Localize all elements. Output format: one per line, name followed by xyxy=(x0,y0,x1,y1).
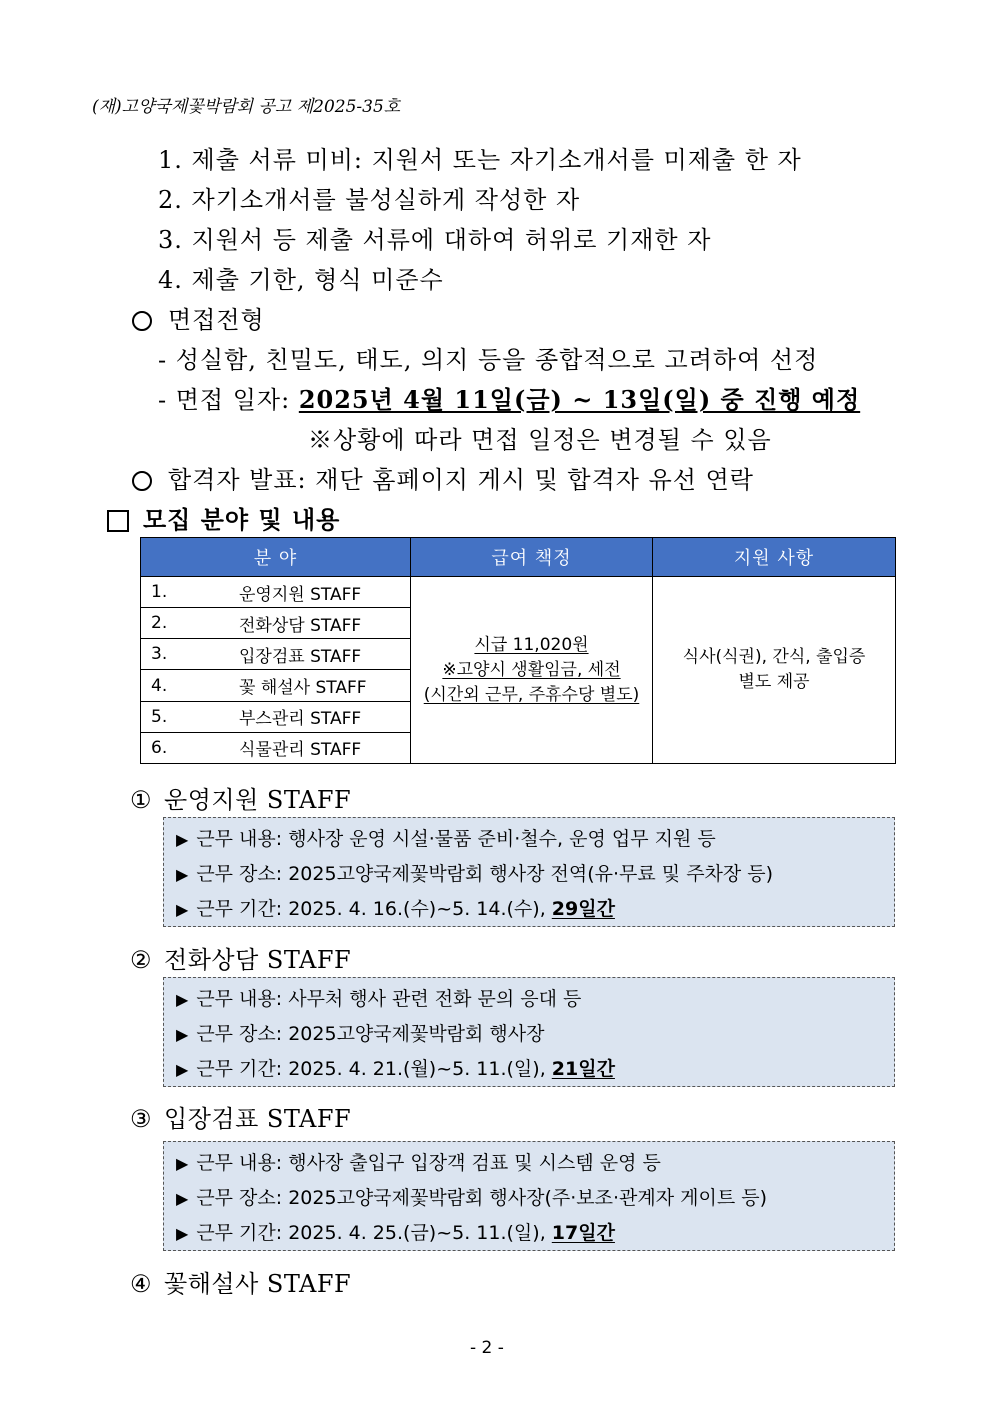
pay-cell xyxy=(411,577,653,764)
section-1-duty xyxy=(176,822,894,857)
support-line-2: 별도 제공 xyxy=(738,672,810,692)
section-4-heading xyxy=(130,1264,351,1299)
triangle-bullet-icon: ▶ xyxy=(176,1060,189,1079)
table-row xyxy=(141,577,896,608)
section-4-number: ④ xyxy=(130,1270,153,1298)
period-text: 근무 기간: 2025. 4. 21.(월)~5. 11.(일), xyxy=(196,1058,552,1080)
triangle-bullet-icon: ▶ xyxy=(176,1025,189,1044)
interview-date xyxy=(158,380,860,415)
checkbox-square-icon xyxy=(107,510,129,532)
duty-text: 근무 내용: 행사장 출입구 입장객 검표 및 시스템 운영 등 xyxy=(196,1152,661,1174)
period-days: 21일간 xyxy=(551,1058,615,1080)
triangle-bullet-icon: ▶ xyxy=(176,1154,189,1173)
triangle-bullet-icon: ▶ xyxy=(176,1189,189,1208)
disqualify-item-1: 1. 제출 서류 미비: 지원서 또는 자기소개서를 미제출 한 자 xyxy=(158,146,802,174)
period-text: 근무 기간: 2025. 4. 25.(금)~5. 11.(일), xyxy=(196,1222,552,1244)
support-cell xyxy=(653,577,896,764)
section-3-number: ③ xyxy=(130,1105,153,1133)
recruit-heading xyxy=(107,500,340,535)
section-3-place xyxy=(176,1181,894,1216)
duty-text: 근무 내용: 행사장 운영 시설·물품 준비·철수, 운영 업무 지원 등 xyxy=(196,828,716,850)
row-number: 2. xyxy=(141,608,232,639)
section-2-box xyxy=(163,977,895,1087)
section-2-heading xyxy=(130,940,351,975)
recruit-title: 모집 분야 및 내용 xyxy=(143,505,341,534)
row-number: 5. xyxy=(141,701,232,732)
section-1-place xyxy=(176,857,894,892)
table-header-pay: 급여 책정 xyxy=(411,538,653,577)
pay-line-2: ※고양시 생활임금, 세전 xyxy=(442,659,621,680)
disqualify-item-2: 2. 자기소개서를 불성실하게 작성한 자 xyxy=(158,186,581,214)
triangle-bullet-icon: ▶ xyxy=(176,865,189,884)
section-1-heading xyxy=(130,780,351,815)
page-number: - 2 - xyxy=(470,1338,504,1358)
pay-line-1: 시급 11,020원 xyxy=(474,634,589,655)
row-field-name: 전화상담 STAFF xyxy=(231,608,411,639)
row-field-name: 입장검표 STAFF xyxy=(231,639,411,670)
pay-line-3: (시간외 근무, 주휴수당 별도) xyxy=(423,684,640,705)
circle-bullet-icon xyxy=(132,471,152,491)
section-2-title: 전화상담 STAFF xyxy=(164,946,352,974)
row-number: 1. xyxy=(141,577,232,608)
duty-text: 근무 내용: 사무처 행사 관련 전화 문의 응대 등 xyxy=(196,988,582,1010)
place-text: 근무 장소: 2025고양국제꽃박람회 행사장 전역(유·무료 및 주차장 등) xyxy=(196,863,774,885)
table-header-support: 지원 사항 xyxy=(653,538,896,577)
announcement-text: 합격자 발표: 재단 홈페이지 게시 및 합격자 유선 연락 xyxy=(168,466,754,494)
row-field-name: 꽃 해설사 STAFF xyxy=(231,670,411,701)
triangle-bullet-icon: ▶ xyxy=(176,900,189,919)
row-number: 4. xyxy=(141,670,232,701)
disqualify-item-3: 3. 지원서 등 제출 서류에 대하여 허위로 기재한 자 xyxy=(158,226,712,254)
announcement-line xyxy=(132,460,754,495)
table-header-field: 분 야 xyxy=(141,538,411,577)
row-field-name: 식물관리 STAFF xyxy=(231,732,411,763)
section-4-title: 꽃해설사 STAFF xyxy=(164,1270,352,1298)
section-2-period xyxy=(176,1052,894,1087)
section-2-duty xyxy=(176,982,894,1017)
row-number: 6. xyxy=(141,732,232,763)
section-1-period xyxy=(176,892,894,927)
interview-criteria: - 성실함, 친밀도, 태도, 의지 등을 종합적으로 고려하여 선정 xyxy=(158,346,819,374)
interview-title: 면접전형 xyxy=(168,306,265,334)
disqualify-item-4: 4. 제출 기한, 형식 미준수 xyxy=(158,266,444,294)
triangle-bullet-icon: ▶ xyxy=(176,830,189,849)
document-header: (재)고양국제꽃박람회 공고 제2025-35호 xyxy=(92,97,401,117)
section-1-box xyxy=(163,817,895,927)
place-text: 근무 장소: 2025고양국제꽃박람회 행사장 xyxy=(196,1023,545,1045)
section-1-number: ① xyxy=(130,786,153,814)
recruit-table xyxy=(140,537,896,764)
section-3-period xyxy=(176,1216,894,1251)
section-3-title: 입장검표 STAFF xyxy=(164,1105,352,1133)
triangle-bullet-icon: ▶ xyxy=(176,990,189,1009)
interview-heading xyxy=(132,300,265,335)
interview-date-value: 2025년 4월 11일(금) ~ 13일(일) 중 진행 예정 xyxy=(298,385,861,414)
place-text: 근무 장소: 2025고양국제꽃박람회 행사장(주·보조·관계자 게이트 등) xyxy=(196,1187,768,1209)
interview-note: ※상황에 따라 면접 일정은 변경될 수 있음 xyxy=(308,426,772,454)
section-2-place xyxy=(176,1017,894,1052)
section-3-box xyxy=(163,1141,895,1251)
section-3-heading xyxy=(130,1099,351,1134)
period-days: 17일간 xyxy=(551,1222,615,1244)
section-3-duty xyxy=(176,1146,894,1181)
interview-date-prefix: - 면접 일자: xyxy=(158,386,299,414)
section-1-title: 운영지원 STAFF xyxy=(164,786,352,814)
row-number: 3. xyxy=(141,639,232,670)
circle-bullet-icon xyxy=(132,311,152,331)
row-field-name: 운영지원 STAFF xyxy=(231,577,411,608)
row-field-name: 부스관리 STAFF xyxy=(231,701,411,732)
triangle-bullet-icon: ▶ xyxy=(176,1224,189,1243)
period-days: 29일간 xyxy=(551,898,615,920)
support-line-1: 식사(식권), 간식, 출입증 xyxy=(682,647,866,667)
period-text: 근무 기간: 2025. 4. 16.(수)~5. 14.(수), xyxy=(196,898,552,920)
section-2-number: ② xyxy=(130,946,153,974)
